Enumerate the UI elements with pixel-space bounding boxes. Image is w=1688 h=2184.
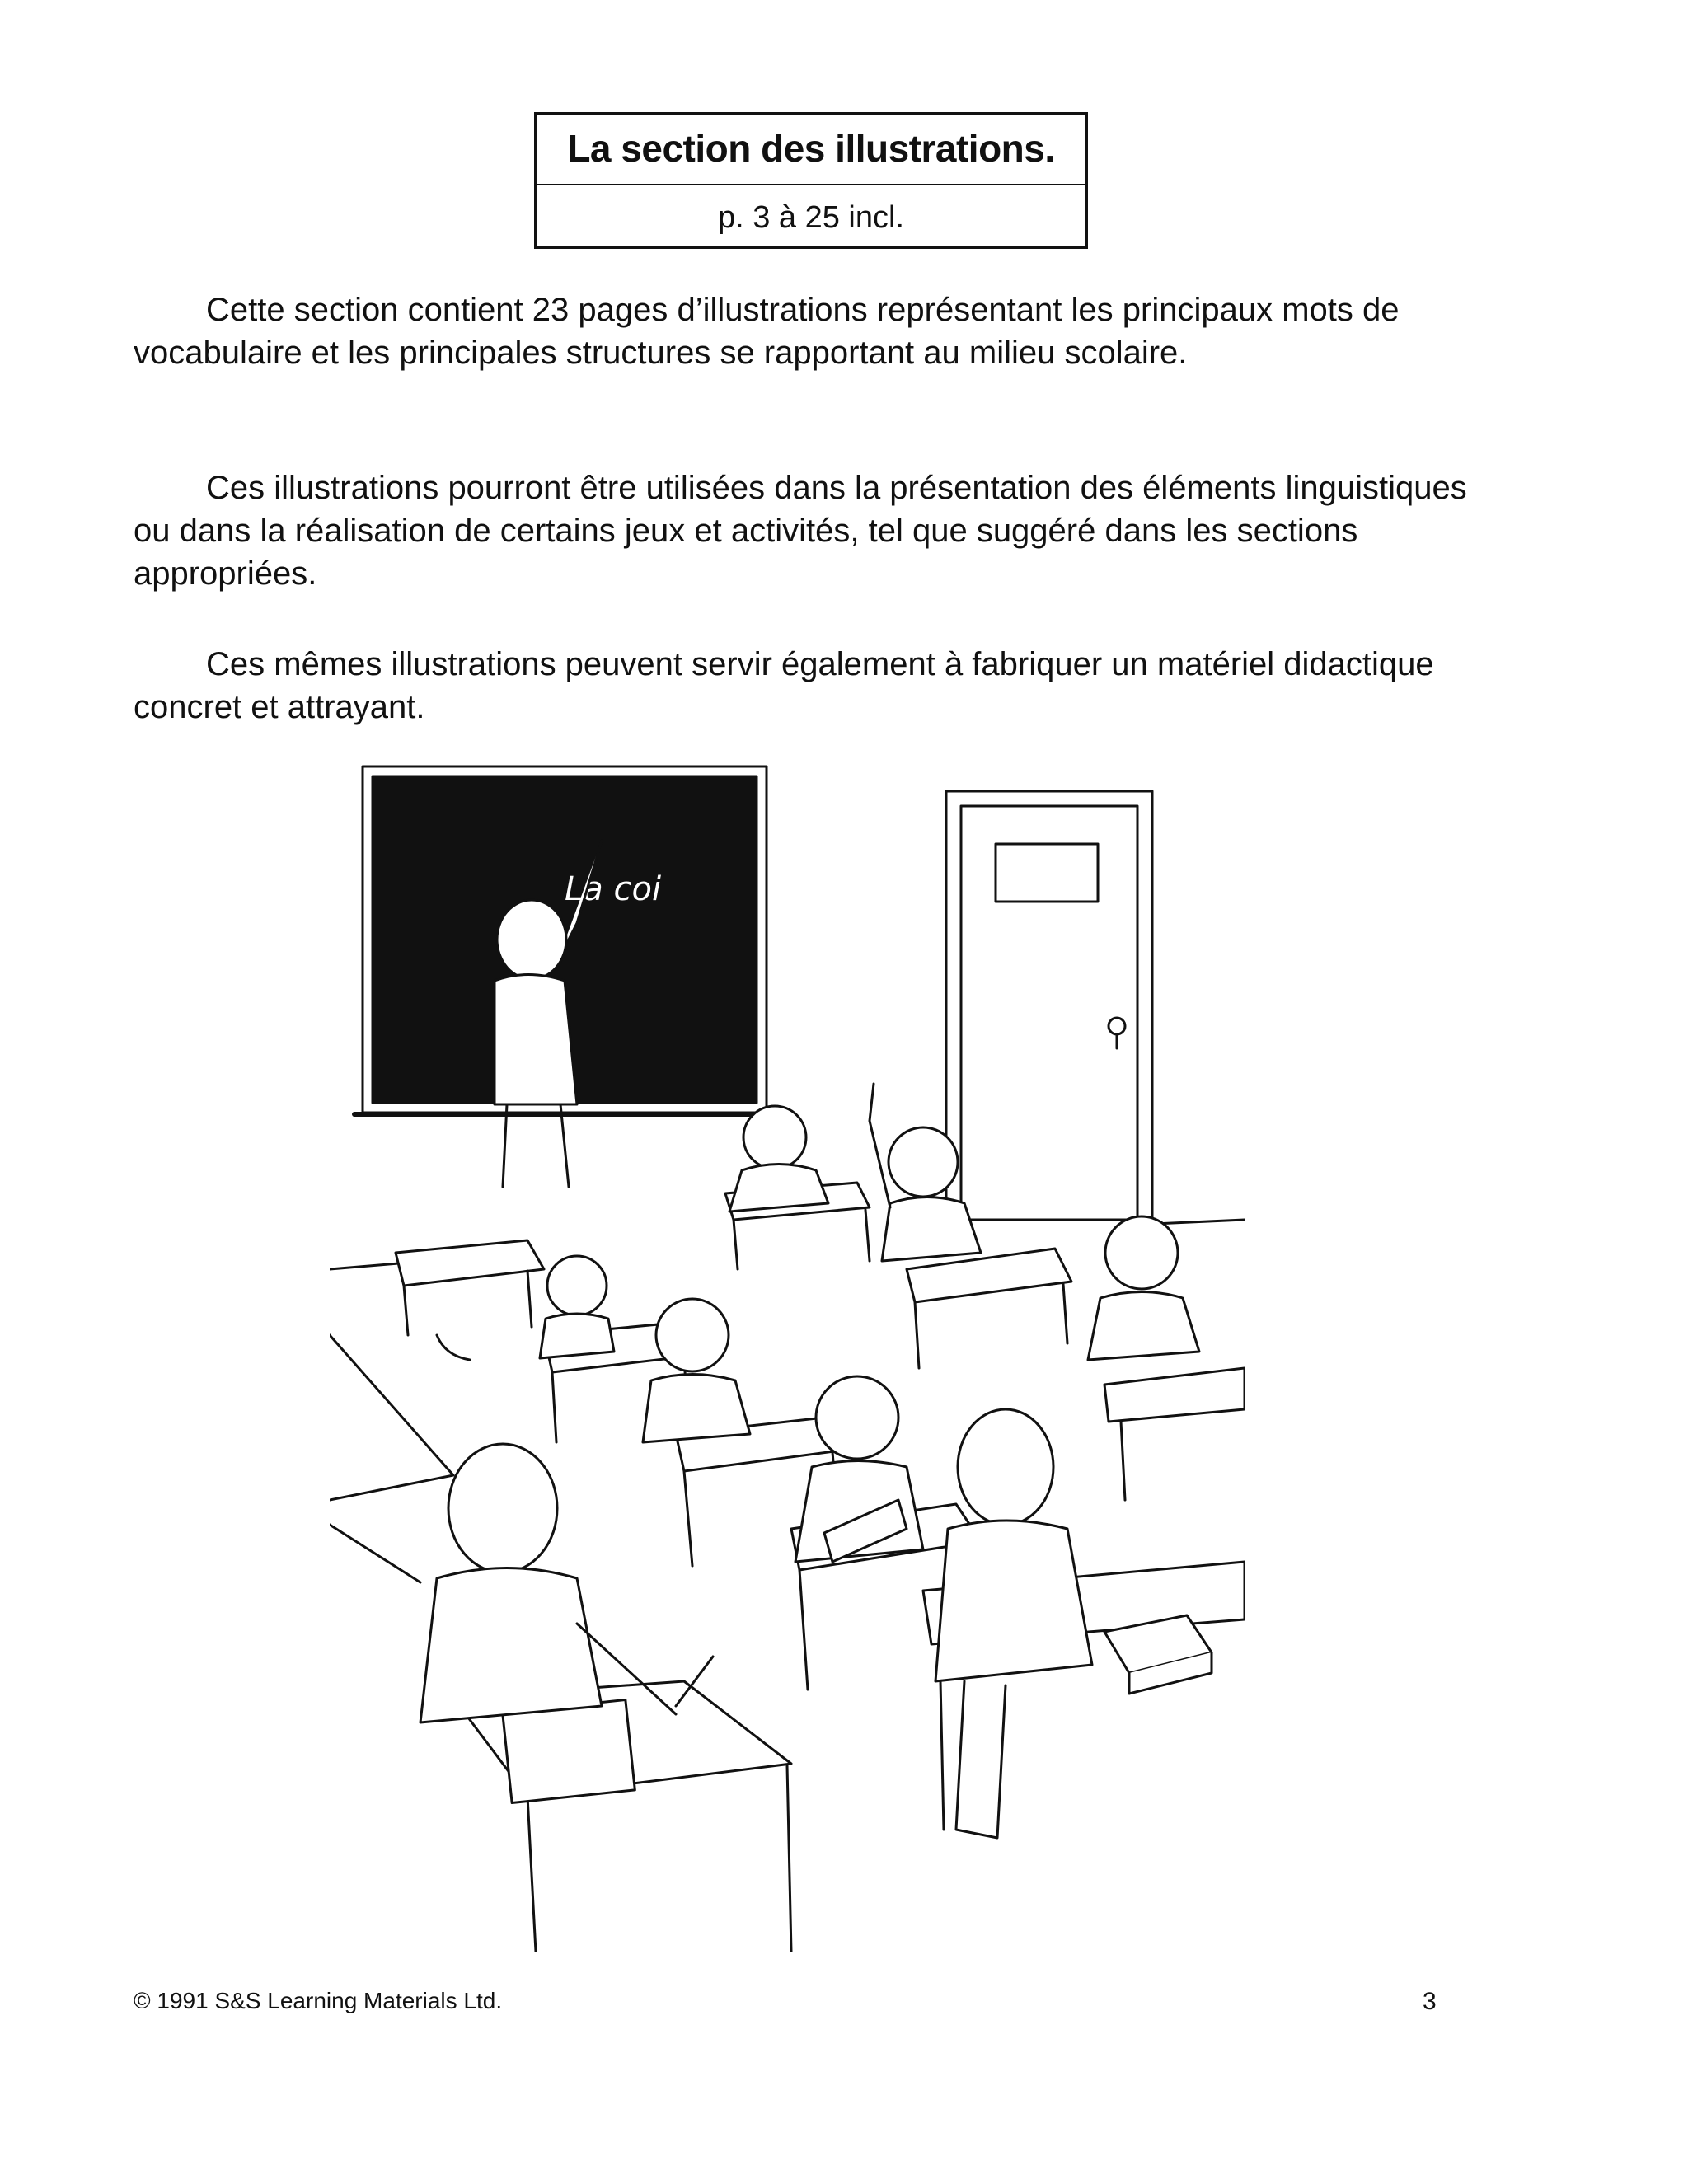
chalkboard-text: La coi: [565, 870, 662, 908]
section-title: La section des illustrations.: [567, 127, 1055, 170]
section-page-range: p. 3 à 25 incl.: [717, 200, 905, 235]
paragraph-3: Ces mêmes illustrations peuvent servir également à fabriquer un matériel didactique concret et attrayant.: [134, 646, 1434, 725]
title-divider: [537, 184, 1085, 185]
classroom-door: [946, 791, 1152, 1220]
classroom-illustration: [330, 758, 1245, 1952]
page-number: 3: [1423, 1988, 1437, 2015]
section-title-box: [534, 112, 1088, 249]
paragraph-1: Cette section contient 23 pages d’illustrations représentant les principaux mots de vocabulaire et les principales structures se rapportant au milieu scolaire.: [134, 292, 1400, 371]
paragraph-2: Ces illustrations pourront être utilisées dans la présentation des éléments linguistiques ou dans la réalisation de certains jeux et activités, tel que suggéré dans les sections appropriées.: [134, 470, 1467, 592]
copyright-notice: © 1991 S&S Learning Materials Ltd.: [134, 1988, 503, 2013]
